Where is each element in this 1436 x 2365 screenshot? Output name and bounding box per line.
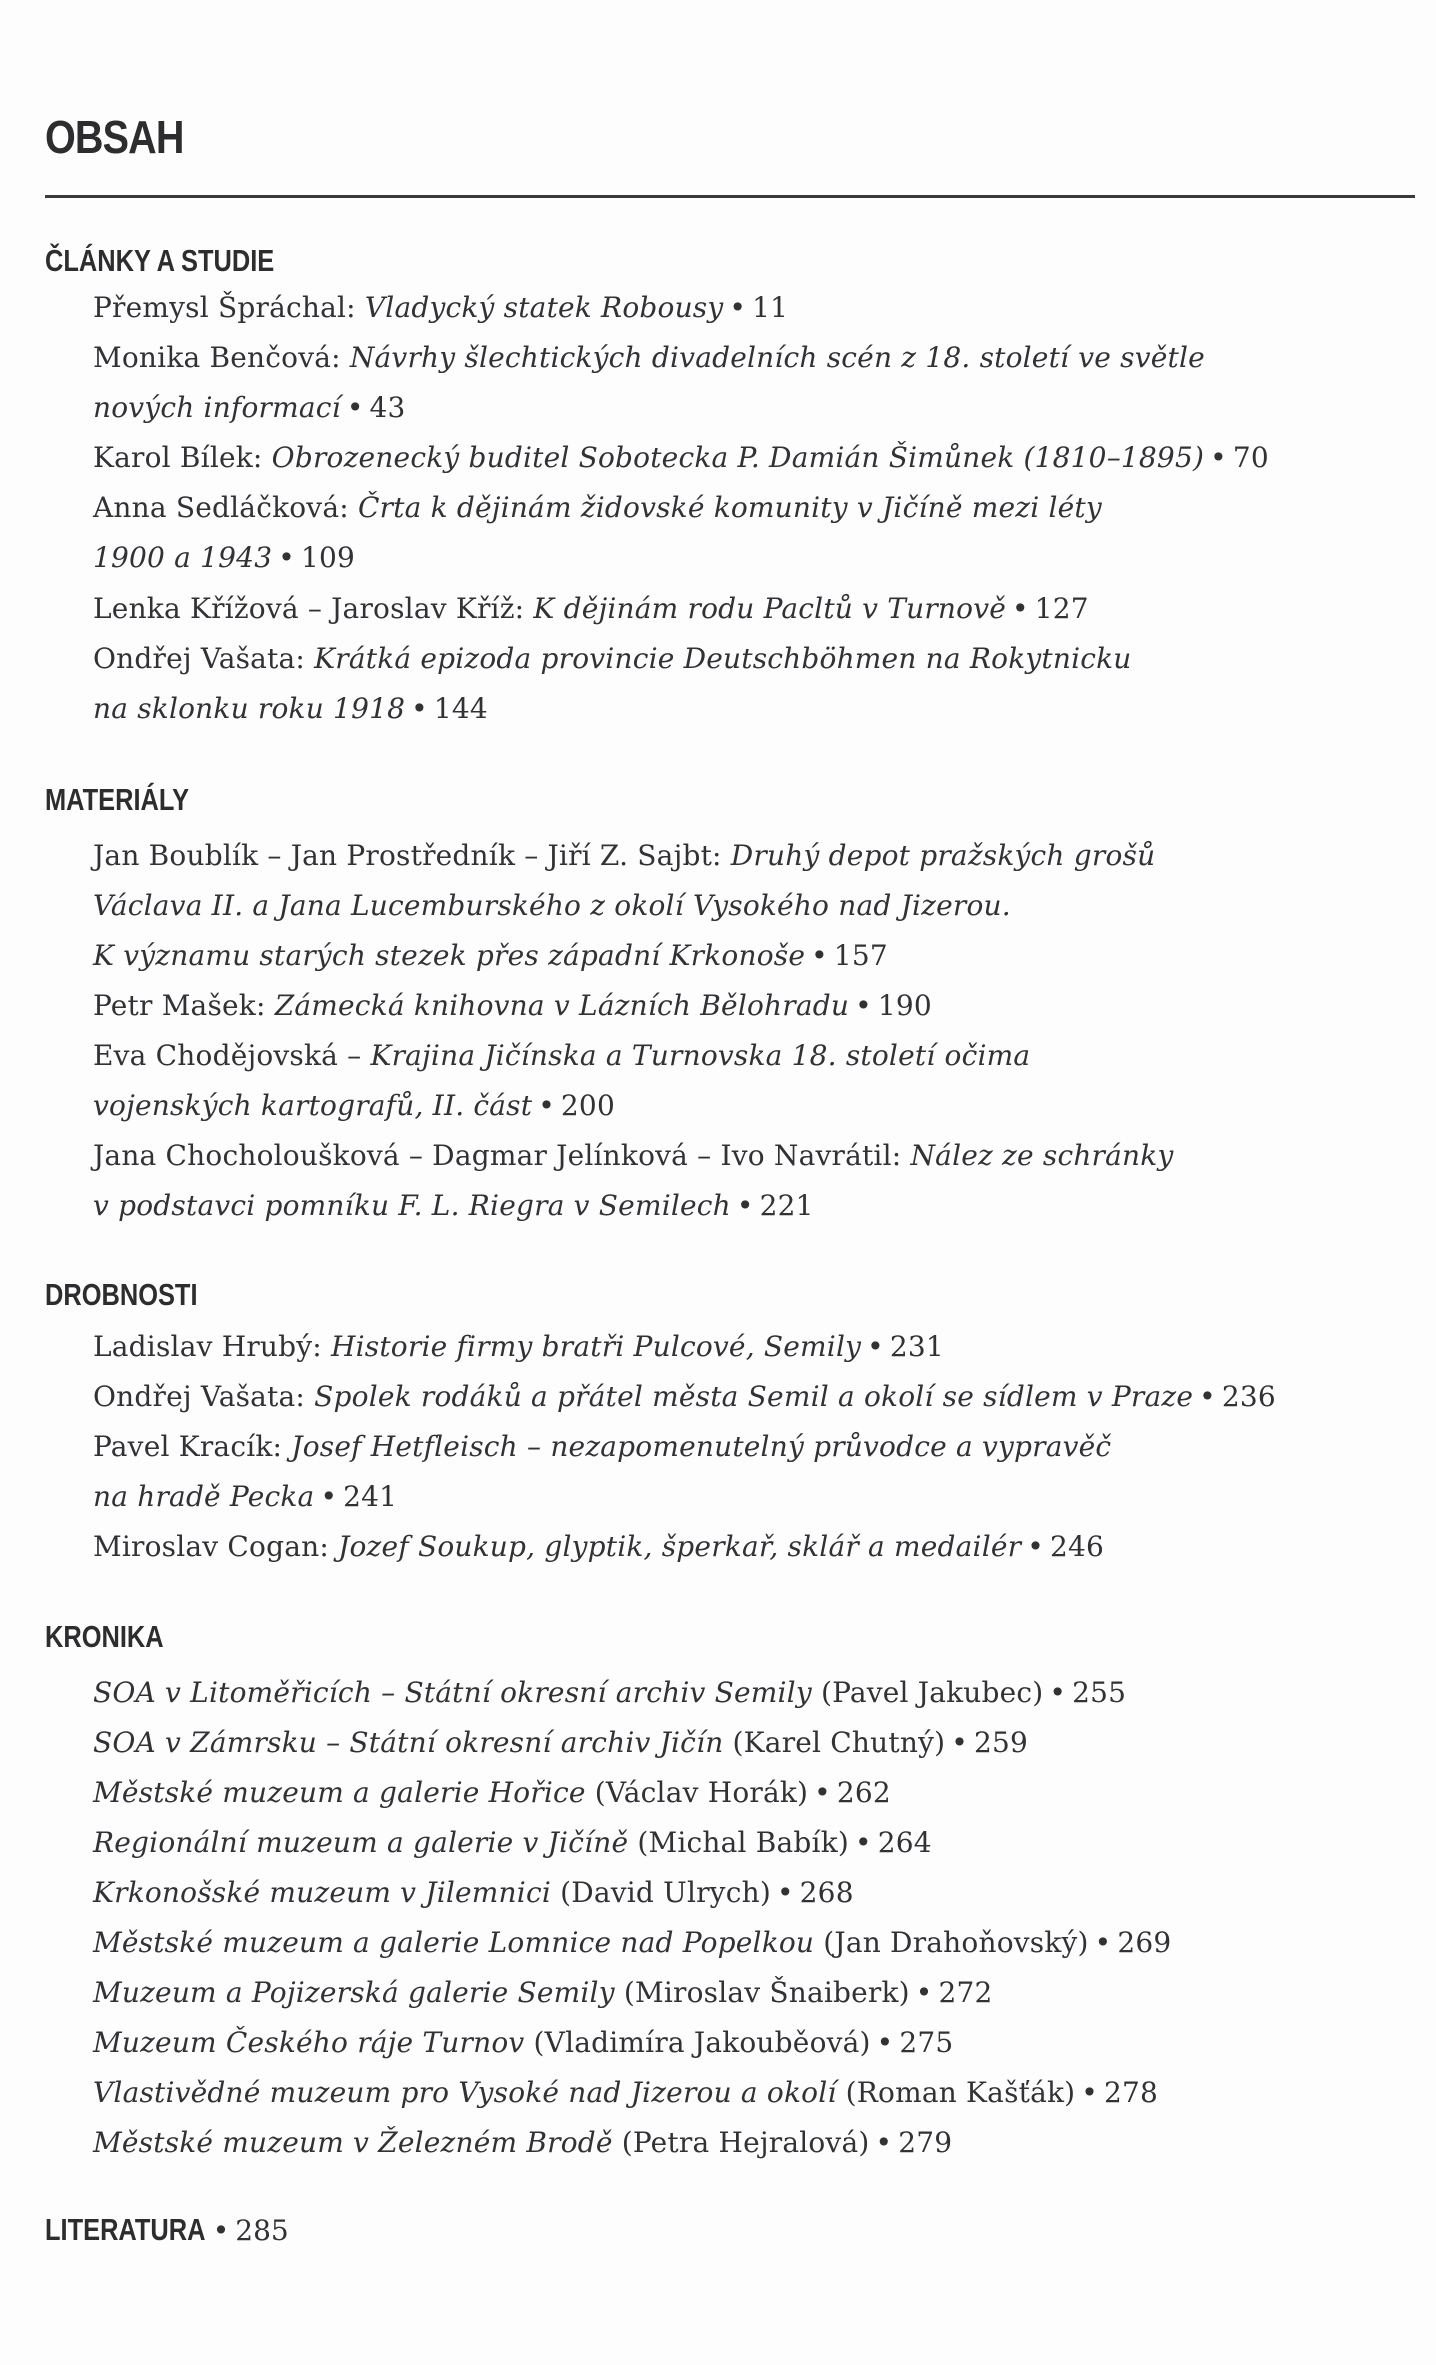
- entry-title: Josef Hetfleisch – nezapomenutelný průvodce a vypravěč: [291, 1430, 1112, 1463]
- bullet-separator: •: [212, 2214, 230, 2247]
- entry-page: 231: [889, 1330, 944, 1363]
- entry-page: 157: [833, 939, 888, 972]
- entry-title: Václava II. a Jana Lucemburského z okolí Vysokého nad Jizerou.: [93, 889, 1011, 922]
- toc-entry[interactable]: [93, 1876, 854, 1909]
- bullet-separator: •: [736, 1189, 754, 1222]
- section-heading-kronika: KRONIKA: [45, 1619, 164, 1654]
- entry-page: 236: [1221, 1380, 1276, 1413]
- bullet-separator: •: [1049, 1676, 1067, 1709]
- entry-author: (Michal Babík): [628, 1826, 850, 1859]
- toc-entry-continuation[interactable]: [93, 939, 888, 972]
- toc-entry-literatura[interactable]: [45, 2212, 289, 2248]
- entry-author: Karol Bílek:: [93, 441, 272, 474]
- title-divider: [45, 195, 1415, 198]
- entry-page: 109: [300, 541, 355, 574]
- section-heading-clanky: ČLÁNKY A STUDIE: [45, 243, 275, 278]
- toc-entry-continuation[interactable]: [93, 889, 1011, 922]
- toc-entry[interactable]: [93, 1926, 1171, 1959]
- entry-author: Ladislav Hrubý:: [93, 1330, 332, 1363]
- entry-title: Městské muzeum a galerie Lomnice nad Popelkou: [93, 1926, 815, 1959]
- toc-entry[interactable]: [93, 1380, 1276, 1413]
- entry-author: Monika Benčová:: [93, 341, 350, 374]
- entry-title: nových informací: [93, 391, 341, 424]
- entry-author: Ondřej Vašata:: [93, 642, 315, 675]
- bullet-separator: •: [1027, 1530, 1044, 1563]
- entry-title: Historie firmy bratři Pulcové, Semily: [331, 1330, 862, 1363]
- toc-entry[interactable]: [93, 592, 1089, 625]
- toc-entry[interactable]: [93, 341, 1205, 374]
- entry-title: Zámecká knihovna v Lázních Bělohradu: [274, 989, 850, 1022]
- toc-entry[interactable]: [93, 989, 932, 1022]
- entry-author: Anna Sedláčková:: [93, 491, 358, 524]
- entry-page: 255: [1072, 1676, 1127, 1709]
- toc-entry[interactable]: [93, 2076, 1158, 2109]
- toc-entry[interactable]: [93, 642, 1132, 675]
- entry-page: 144: [433, 692, 488, 725]
- page-title: OBSAH: [45, 111, 184, 163]
- entry-author: (David Ulrych): [550, 1876, 771, 1909]
- entry-title: Črta k dějinám židovské komunity v Jičíně mezi léty: [357, 491, 1102, 524]
- bullet-separator: •: [951, 1726, 968, 1759]
- toc-entry[interactable]: [93, 1330, 944, 1363]
- entry-author: (Miroslav Šnaiberk): [614, 1976, 910, 2009]
- entry-author: Pavel Kracík:: [93, 1430, 292, 1463]
- entry-page: 275: [899, 2026, 954, 2059]
- bullet-separator: •: [855, 989, 872, 1022]
- toc-entry[interactable]: [93, 491, 1102, 524]
- toc-entry-continuation[interactable]: [93, 1189, 814, 1222]
- entry-title: Nález ze schránky: [910, 1139, 1174, 1172]
- toc-entry[interactable]: [93, 1139, 1173, 1172]
- toc-entry[interactable]: [93, 1676, 1126, 1709]
- entry-author: Ondřej Vašata:: [93, 1380, 315, 1413]
- entry-page: 190: [877, 989, 932, 1022]
- section-heading-materialy: MATERIÁLY: [45, 782, 190, 817]
- toc-entry[interactable]: [93, 1530, 1104, 1563]
- entry-title: Městské muzeum a galerie Hořice: [93, 1776, 586, 1809]
- toc-entry-continuation[interactable]: [93, 1089, 615, 1122]
- toc-entry[interactable]: [93, 2026, 953, 2059]
- entry-author: Jan Boublík – Jan Prostředník – Jiří Z. Sajbt:: [93, 839, 731, 872]
- entry-page: 200: [560, 1089, 615, 1122]
- bullet-separator: •: [1012, 592, 1029, 625]
- entry-title: K významu starých stezek přes západní Krkonoše: [93, 939, 806, 972]
- toc-entry-continuation[interactable]: [93, 541, 355, 574]
- entry-page: 268: [799, 1876, 854, 1909]
- entry-title: SOA v Litoměřicích – Státní okresní archiv Semily: [93, 1676, 812, 1709]
- bullet-separator: •: [1210, 441, 1227, 474]
- entry-author: (Jan Drahoňovský): [814, 1926, 1089, 1959]
- entry-title: Krajina Jičínska a Turnovska 18. století očima: [370, 1039, 1031, 1072]
- entry-author: (Václav Horák): [585, 1776, 809, 1809]
- entry-page: 246: [1049, 1530, 1104, 1563]
- toc-entry[interactable]: [93, 1976, 993, 2009]
- bullet-separator: •: [915, 1976, 933, 2009]
- bullet-separator: •: [814, 1776, 831, 1809]
- entry-title: na sklonku roku 1918: [93, 692, 406, 725]
- entry-title: Krkonošské muzeum v Jilemnici: [93, 1876, 551, 1909]
- entry-author: Petr Mašek:: [93, 989, 275, 1022]
- entry-page: 264: [877, 1826, 932, 1859]
- bullet-separator: •: [811, 939, 828, 972]
- entry-author: Eva Chodějovská –: [93, 1039, 371, 1072]
- entry-page: 269: [1117, 1926, 1172, 1959]
- toc-entry-continuation[interactable]: [93, 1480, 397, 1513]
- entry-page: 279: [898, 2126, 953, 2159]
- entry-page: 221: [759, 1189, 814, 1222]
- bullet-separator: •: [278, 541, 295, 574]
- toc-entry[interactable]: [93, 1430, 1111, 1463]
- entry-page: 70: [1232, 441, 1269, 474]
- entry-author: (Petra Hejralová): [612, 2126, 870, 2159]
- toc-entry[interactable]: [93, 441, 1269, 474]
- entry-title: v podstavci pomníku F. L. Riegra v Semilech: [93, 1189, 731, 1222]
- entry-title: Vladycký statek Robousy: [364, 291, 724, 324]
- entry-title: Vlastivědné muzeum pro Vysoké nad Jizerou a okolí: [93, 2076, 837, 2109]
- entry-page: 127: [1034, 592, 1089, 625]
- entry-title: Městské muzeum v Železném Brodě: [93, 2126, 613, 2159]
- toc-entry[interactable]: [93, 1776, 891, 1809]
- entry-title: Spolek rodáků a přátel města Semil a okolí se sídlem v Praze: [314, 1380, 1194, 1413]
- entry-author: Přemysl Špráchal:: [93, 291, 365, 324]
- entry-author: (Karel Chutný): [723, 1726, 946, 1759]
- entry-title: vojenských kartografů, II. část: [93, 1089, 533, 1122]
- entry-page: 285: [235, 2214, 289, 2247]
- entry-page: 272: [938, 1976, 993, 2009]
- entry-title: Muzeum Českého ráje Turnov: [93, 2026, 525, 2059]
- bullet-separator: •: [875, 2126, 893, 2159]
- toc-entry[interactable]: [93, 291, 788, 324]
- toc-entry-continuation[interactable]: [93, 692, 488, 725]
- section-heading-drobnosti: DROBNOSTI: [45, 1277, 198, 1312]
- toc-entry[interactable]: [93, 1039, 1030, 1072]
- entry-title: K dějinám rodu Pacltů v Turnově: [533, 592, 1007, 625]
- bullet-separator: •: [867, 1330, 884, 1363]
- entry-author: (Pavel Jakubec): [811, 1676, 1044, 1709]
- entry-page: 278: [1104, 2076, 1159, 2109]
- bullet-separator: •: [776, 1876, 794, 1909]
- bullet-separator: •: [1199, 1380, 1216, 1413]
- entry-page: 262: [836, 1776, 891, 1809]
- bullet-separator: •: [855, 1826, 872, 1859]
- entry-title: Muzeum a Pojizerská galerie Semily: [93, 1976, 615, 2009]
- bullet-separator: •: [876, 2026, 894, 2059]
- bullet-separator: •: [729, 291, 747, 324]
- entry-title: Regionální muzeum a galerie v Jičíně: [93, 1826, 629, 1859]
- bullet-separator: •: [538, 1089, 555, 1122]
- entry-title: SOA v Zámrsku – Státní okresní archiv Jičín: [93, 1726, 724, 1759]
- entry-title: Obrozenecký buditel Sobotecka P. Damián Šimůnek (1810–1895): [271, 441, 1205, 474]
- entry-author: Lenka Křížová – Jaroslav Kříž:: [93, 592, 534, 625]
- toc-entry[interactable]: [93, 839, 1155, 872]
- bullet-separator: •: [1094, 1926, 1112, 1959]
- entry-author: (Vladimíra Jakouběová): [524, 2026, 871, 2059]
- entry-title: Návrhy šlechtických divadelních scén z 18. století ve světle: [349, 341, 1205, 374]
- entry-title: Druhý depot pražských grošů: [730, 839, 1156, 872]
- entry-page: 11: [752, 291, 789, 324]
- entry-page: 43: [369, 391, 406, 424]
- entry-title: na hradě Pecka: [93, 1480, 315, 1513]
- toc-entry[interactable]: [93, 1726, 1028, 1759]
- entry-page: 259: [973, 1726, 1028, 1759]
- entry-page: 241: [343, 1480, 398, 1513]
- section-heading-literatura: LITERATURA: [45, 2212, 206, 2247]
- toc-entry[interactable]: [93, 2126, 952, 2159]
- bullet-separator: •: [1081, 2076, 1098, 2109]
- entry-author: (Roman Kašťák): [836, 2076, 1076, 2109]
- bullet-separator: •: [346, 391, 364, 424]
- bullet-separator: •: [411, 692, 428, 725]
- entry-author: Miroslav Cogan:: [93, 1530, 339, 1563]
- toc-entry-continuation[interactable]: [93, 391, 406, 424]
- entry-title: Krátká epizoda provincie Deutschböhmen na Rokytnicku: [314, 642, 1132, 675]
- entry-title: 1900 a 1943: [93, 541, 273, 574]
- entry-author: Jana Chocholoušková – Dagmar Jelínková – Ivo Navrátil:: [93, 1139, 911, 1172]
- bullet-separator: •: [320, 1480, 338, 1513]
- toc-entry[interactable]: [93, 1826, 932, 1859]
- entry-title: Jozef Soukup, glyptik, šperkař, sklář a medailér: [338, 1530, 1022, 1563]
